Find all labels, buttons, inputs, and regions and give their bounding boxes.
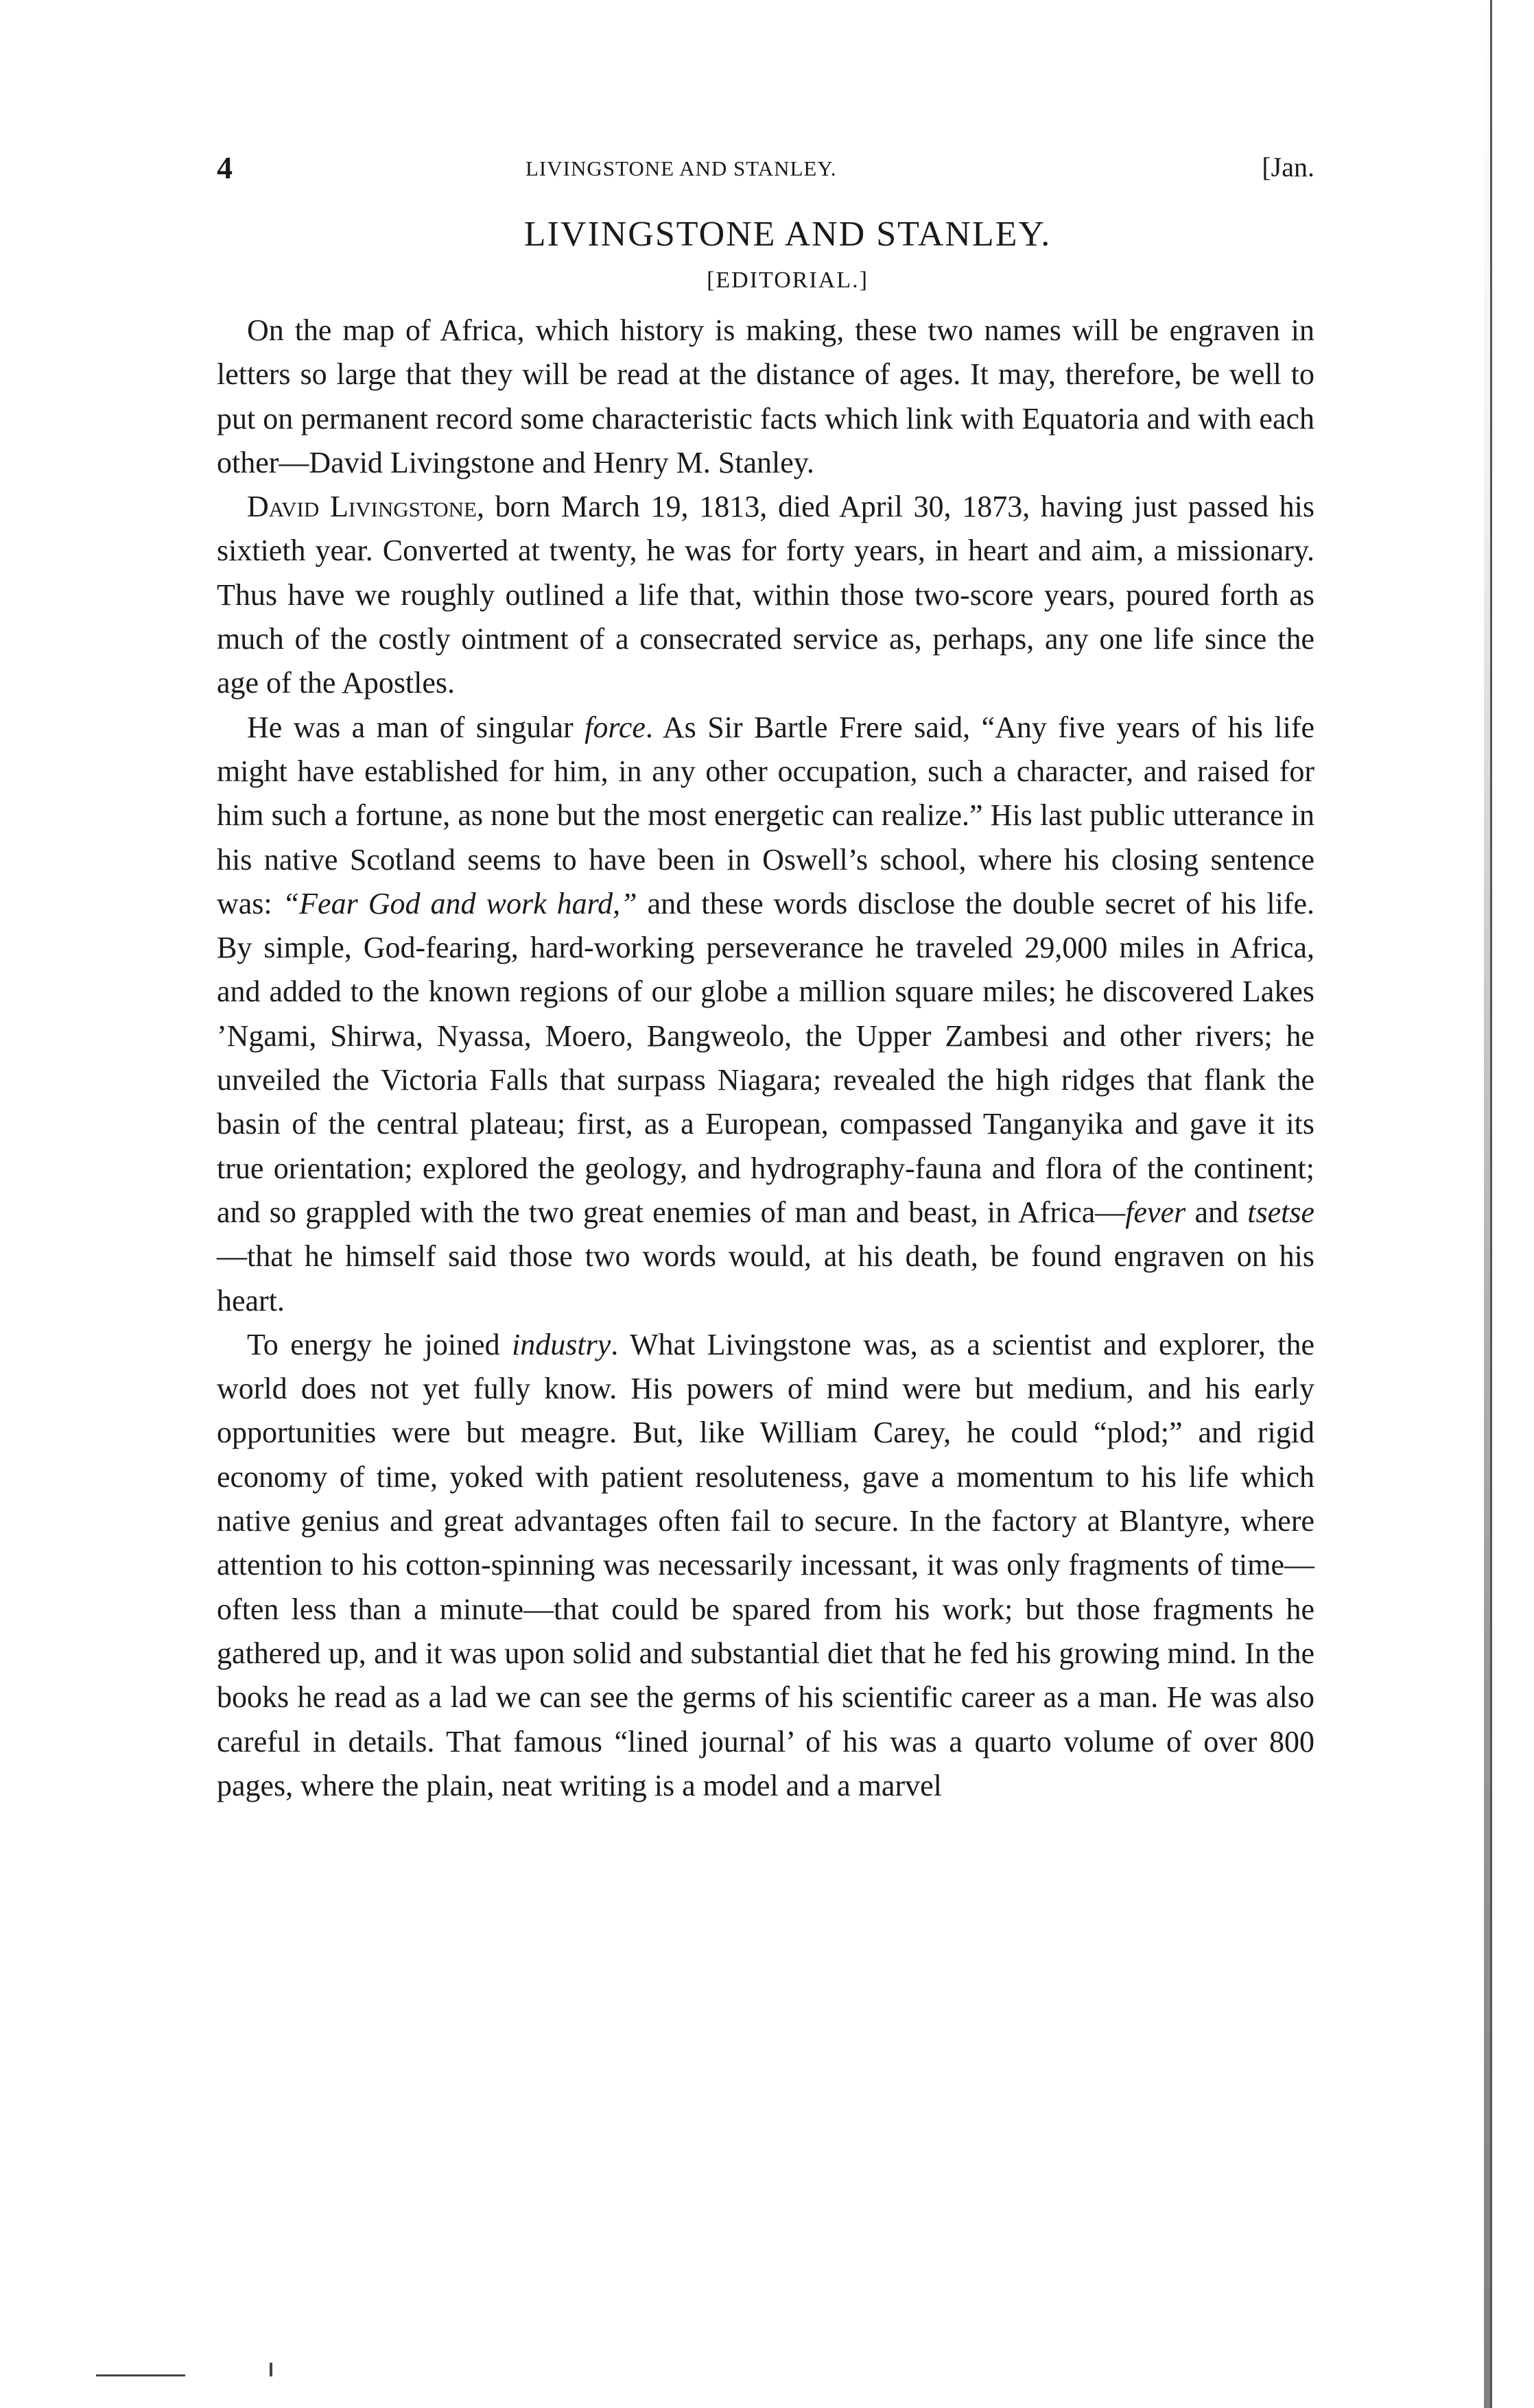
paragraph-3-emphasis-fever: fever: [1125, 1195, 1186, 1229]
paragraph-3-text-d: and: [1185, 1195, 1248, 1229]
paragraph-3-text-c: and these words disclose the double secret of his life. By simple, God-fearing, hard-working perseverance he traveled 29,000 miles in Africa, and added to the known regions of our globe a million square miles; he discovered Lakes ’Ngami, Shirwa, Nyassa, Moero, Bangweolo, the Upper Zambesi and other rivers; he unveiled the Victoria Falls that surpass Niagara; revealed the high ridges that flank the basin of the central plateau; first, as a European, compassed Tanganyika and gave it its true orientation; explored the geology, and hydrography-fauna and flora of the continent; and so grappled with the two great enemies of man and beast, in Africa—: [217, 886, 1314, 1229]
running-head: [217, 150, 1314, 191]
article-subtitle: [EDITORIAL.]: [707, 267, 869, 293]
footer-rule: [96, 2374, 185, 2376]
paragraph-3-emphasis-quote: “Fear God and work hard,”: [282, 886, 637, 920]
paragraph-3-emphasis-force: force: [585, 710, 646, 744]
paragraph-3-emphasis-tsetse: tsetse: [1247, 1195, 1314, 1229]
page-number: 4: [217, 150, 233, 185]
paragraph-4: [217, 1323, 1314, 1808]
paragraph-3: [217, 706, 1314, 1323]
article-body: [217, 309, 1314, 1808]
paragraph-2-text: , born March 19, 1813, died April 30, 1873, having just passed his sixtieth year. Converted at twenty, he was for forty years, in heart and aim, a missionary. Thus have we roughly outlined a life that, within those two-score years, poured forth as much of the costly ointment of a consecrated service as, perhaps, any one life since the age of the Apostles.: [217, 490, 1315, 700]
article-title: LIVINGSTONE AND STANLEY.: [523, 215, 1052, 254]
paragraph-2-name: David Livingstone: [247, 490, 477, 524]
running-month: [Jan.: [1262, 152, 1314, 182]
paragraph-3-text-b: . As Sir Bartle Frere said, “Any five years of his life might have established for him, in any other occupation, such a character, and raised for him such a fortune, as none but the most energetic can realize.” His last public utterance in his native Scotland seems to have been in Oswell’s school, where his closing sentence was:: [217, 710, 1315, 920]
page-edge-line: [1490, 0, 1492, 2408]
paragraph-3-text-e: —that he himself said those two words would, at his death, be found engraven on his heart.: [217, 1239, 1314, 1318]
paragraph-4-text-b: . What Livingstone was, as a scientist and explorer, the world does not yet fully know. His powers of mind were but medium, and his early opportunities were but meagre. But, like William Carey, he could “plod;” and rigid economy of time, yoked with patient resoluteness, gave a momentum to his life which native genius and great advantages often fail to secure. In the factory at Blantyre, where attention to his cotton-spinning was necessarily incessant, it was only fragments of time—often less than a minute—that could be spared from his work; but those fragments he gathered up, and it was upon solid and substantial diet that he fed his growing mind. In the books he read as a lad we can see the germs of his scientific career as a man. He was also careful in details. That famous “lined journal’ of his was a quarto volume of over 800 pages, where the plain, neat writing is a model and a marvel: [217, 1327, 1314, 1802]
paragraph-1: [217, 309, 1314, 485]
paragraph-1-text: On the map of Africa, which history is making, these two names will be engraven in letters so large that they will be read at the distance of ages. It may, therefore, be well to put on permanent record some characteristic facts which link with Equatoria and with each other—David Livingstone and Henry M. Stanley.: [217, 313, 1314, 479]
paragraph-4-text-a: To energy he joined: [247, 1327, 512, 1361]
paragraph-3-text-a: He was a man of singular: [247, 710, 585, 744]
running-title: LIVINGSTONE AND STANLEY.: [526, 156, 837, 180]
paragraph-2: [217, 485, 1314, 705]
paragraph-4-emphasis-industry: industry: [512, 1327, 611, 1361]
footer-mark: [270, 2363, 272, 2376]
